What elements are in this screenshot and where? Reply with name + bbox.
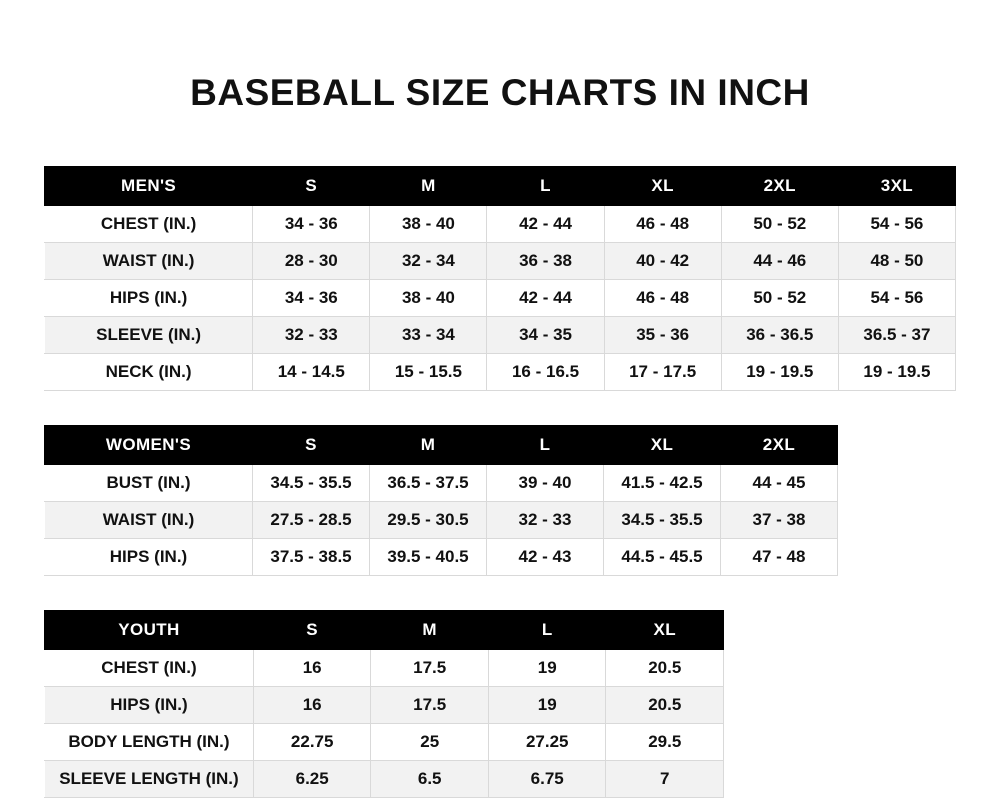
table-cell: 19 bbox=[488, 650, 606, 687]
table-cell: 50 - 52 bbox=[721, 206, 838, 243]
table-cell: 38 - 40 bbox=[370, 280, 487, 317]
mens-header-xl: XL bbox=[604, 167, 721, 206]
table-cell: 6.25 bbox=[253, 761, 371, 798]
table-cell: 34 - 36 bbox=[253, 206, 370, 243]
table-cell: 34 - 36 bbox=[253, 280, 370, 317]
table-spacer bbox=[44, 391, 956, 425]
table-row bbox=[45, 539, 838, 576]
mens-header-category: MEN'S bbox=[45, 167, 253, 206]
row-label: WAIST (IN.) bbox=[45, 243, 253, 280]
youth-size-table bbox=[44, 610, 724, 798]
table-cell: 27.25 bbox=[488, 724, 606, 761]
table-cell: 16 bbox=[253, 687, 371, 724]
table-cell: 37.5 - 38.5 bbox=[253, 539, 370, 576]
table-row bbox=[45, 317, 956, 354]
table-row bbox=[45, 502, 838, 539]
row-label: SLEEVE LENGTH (IN.) bbox=[45, 761, 254, 798]
table-cell: 32 - 34 bbox=[370, 243, 487, 280]
table-cell: 37 - 38 bbox=[721, 502, 838, 539]
row-label: SLEEVE (IN.) bbox=[45, 317, 253, 354]
mens-size-table bbox=[44, 166, 956, 391]
table-cell: 28 - 30 bbox=[253, 243, 370, 280]
table-cell: 54 - 56 bbox=[838, 206, 955, 243]
table-cell: 36 - 36.5 bbox=[721, 317, 838, 354]
table-cell: 17 - 17.5 bbox=[604, 354, 721, 391]
womens-header-category: WOMEN'S bbox=[45, 426, 253, 465]
table-cell: 36.5 - 37.5 bbox=[370, 465, 487, 502]
table-cell: 40 - 42 bbox=[604, 243, 721, 280]
table-cell: 20.5 bbox=[606, 687, 724, 724]
womens-header-l: L bbox=[487, 426, 604, 465]
table-cell: 29.5 bbox=[606, 724, 724, 761]
table-row bbox=[45, 687, 724, 724]
table-cell: 6.75 bbox=[488, 761, 606, 798]
youth-header-m: M bbox=[371, 611, 489, 650]
table-row bbox=[45, 206, 956, 243]
womens-size-table bbox=[44, 425, 838, 576]
table-row bbox=[45, 354, 956, 391]
table-header-row bbox=[45, 426, 838, 465]
table-cell: 38 - 40 bbox=[370, 206, 487, 243]
table-cell: 39.5 - 40.5 bbox=[370, 539, 487, 576]
table-header-row bbox=[45, 167, 956, 206]
table-cell: 19 bbox=[488, 687, 606, 724]
table-header-row bbox=[45, 611, 724, 650]
table-cell: 29.5 - 30.5 bbox=[370, 502, 487, 539]
mens-header-3xl: 3XL bbox=[838, 167, 955, 206]
table-cell: 46 - 48 bbox=[604, 206, 721, 243]
table-cell: 19 - 19.5 bbox=[721, 354, 838, 391]
row-label: HIPS (IN.) bbox=[45, 539, 253, 576]
table-cell: 35 - 36 bbox=[604, 317, 721, 354]
table-row bbox=[45, 280, 956, 317]
table-cell: 16 - 16.5 bbox=[487, 354, 604, 391]
table-cell: 17.5 bbox=[371, 650, 489, 687]
table-cell: 33 - 34 bbox=[370, 317, 487, 354]
table-cell: 15 - 15.5 bbox=[370, 354, 487, 391]
mens-header-2xl: 2XL bbox=[721, 167, 838, 206]
table-cell: 7 bbox=[606, 761, 724, 798]
table-cell: 16 bbox=[253, 650, 371, 687]
table-cell: 44.5 - 45.5 bbox=[604, 539, 721, 576]
table-cell: 39 - 40 bbox=[487, 465, 604, 502]
table-cell: 27.5 - 28.5 bbox=[253, 502, 370, 539]
row-label: NECK (IN.) bbox=[45, 354, 253, 391]
table-cell: 46 - 48 bbox=[604, 280, 721, 317]
table-row bbox=[45, 724, 724, 761]
table-cell: 36.5 - 37 bbox=[838, 317, 955, 354]
table-cell: 54 - 56 bbox=[838, 280, 955, 317]
table-cell: 6.5 bbox=[371, 761, 489, 798]
womens-header-xl: XL bbox=[604, 426, 721, 465]
youth-header-xl: XL bbox=[606, 611, 724, 650]
table-cell: 14 - 14.5 bbox=[253, 354, 370, 391]
table-cell: 34.5 - 35.5 bbox=[253, 465, 370, 502]
youth-header-l: L bbox=[488, 611, 606, 650]
row-label: HIPS (IN.) bbox=[45, 687, 254, 724]
table-row bbox=[45, 761, 724, 798]
mens-header-l: L bbox=[487, 167, 604, 206]
womens-header-2xl: 2XL bbox=[721, 426, 838, 465]
table-spacer bbox=[44, 576, 956, 610]
table-cell: 34.5 - 35.5 bbox=[604, 502, 721, 539]
tables-container bbox=[0, 166, 1000, 798]
row-label: CHEST (IN.) bbox=[45, 206, 253, 243]
table-cell: 36 - 38 bbox=[487, 243, 604, 280]
table-cell: 42 - 44 bbox=[487, 280, 604, 317]
table-cell: 19 - 19.5 bbox=[838, 354, 955, 391]
table-cell: 34 - 35 bbox=[487, 317, 604, 354]
table-row bbox=[45, 243, 956, 280]
table-cell: 44 - 46 bbox=[721, 243, 838, 280]
row-label: BUST (IN.) bbox=[45, 465, 253, 502]
table-cell: 44 - 45 bbox=[721, 465, 838, 502]
table-cell: 47 - 48 bbox=[721, 539, 838, 576]
table-cell: 41.5 - 42.5 bbox=[604, 465, 721, 502]
table-row bbox=[45, 650, 724, 687]
table-cell: 25 bbox=[371, 724, 489, 761]
row-label: CHEST (IN.) bbox=[45, 650, 254, 687]
row-label: WAIST (IN.) bbox=[45, 502, 253, 539]
table-cell: 20.5 bbox=[606, 650, 724, 687]
table-cell: 32 - 33 bbox=[253, 317, 370, 354]
youth-header-category: YOUTH bbox=[45, 611, 254, 650]
table-cell: 48 - 50 bbox=[838, 243, 955, 280]
row-label: BODY LENGTH (IN.) bbox=[45, 724, 254, 761]
mens-header-m: M bbox=[370, 167, 487, 206]
mens-header-s: S bbox=[253, 167, 370, 206]
youth-header-s: S bbox=[253, 611, 371, 650]
table-cell: 32 - 33 bbox=[487, 502, 604, 539]
table-cell: 42 - 43 bbox=[487, 539, 604, 576]
table-cell: 17.5 bbox=[371, 687, 489, 724]
page-title: BASEBALL SIZE CHARTS IN INCH bbox=[190, 72, 810, 113]
table-cell: 50 - 52 bbox=[721, 280, 838, 317]
table-cell: 42 - 44 bbox=[487, 206, 604, 243]
womens-header-m: M bbox=[370, 426, 487, 465]
row-label: HIPS (IN.) bbox=[45, 280, 253, 317]
table-row bbox=[45, 465, 838, 502]
table-cell: 22.75 bbox=[253, 724, 371, 761]
womens-header-s: S bbox=[253, 426, 370, 465]
